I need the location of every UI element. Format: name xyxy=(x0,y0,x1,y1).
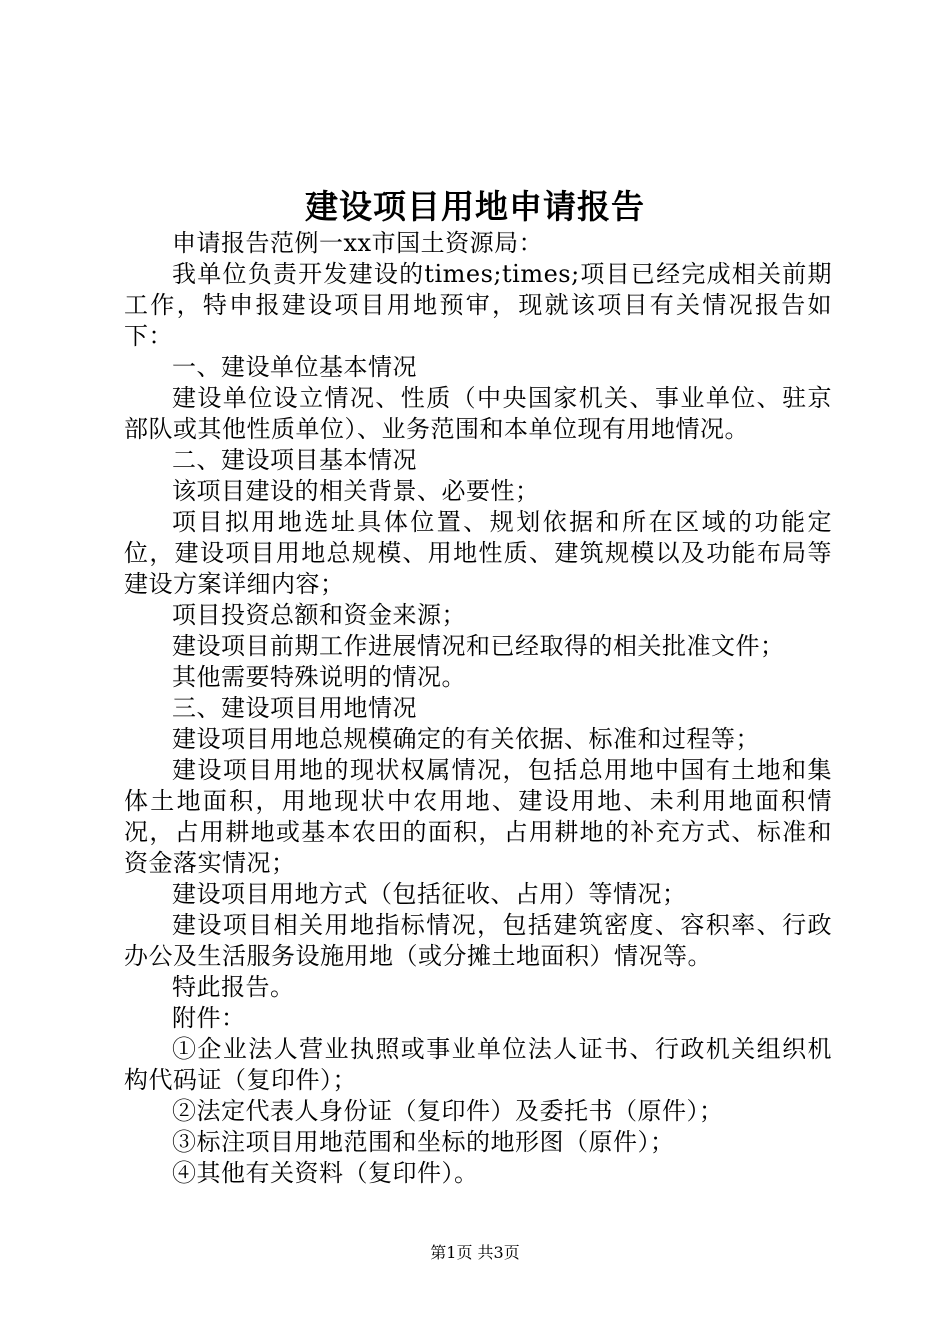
paragraph: 建设项目用地总规模确定的有关依据、标准和过程等； xyxy=(172,725,760,753)
page-number-footer: 第1页 共3页 xyxy=(430,1243,520,1262)
section-heading: 一、建设单位基本情况 xyxy=(172,353,417,381)
paragraph: 建设项目相关用地指标情况，包括建筑密度、容积率、行政办公及生活服务设施用地（或分摊土地面积）情况等。 xyxy=(124,911,832,970)
document-title: 建设项目用地申请报告 xyxy=(305,187,645,226)
paragraph: 建设单位设立情况、性质（中央国家机关、事业单位、驻京部队或其他性质单位）、业务范围和本单位现有用地情况。 xyxy=(124,384,832,443)
attachment-item: ④其他有关资料（复印件）。 xyxy=(172,1159,479,1187)
attachment-item: ②法定代表人身份证（复印件）及委托书（原件）； xyxy=(172,1097,724,1125)
paragraph: 建设项目用地方式（包括征收、占用）等情况； xyxy=(172,880,687,908)
paragraph: 该项目建设的相关背景、必要性； xyxy=(172,477,540,505)
section-heading: 二、建设项目基本情况 xyxy=(172,446,417,474)
paragraph: 特此报告。 xyxy=(172,973,295,1001)
paragraph: 申请报告范例一xx市国土资源局： xyxy=(172,229,544,257)
attachment-heading: 附件： xyxy=(172,1004,246,1032)
paragraph: 建设项目用地的现状权属情况，包括总用地中国有土地和集体土地面积，用地现状中农用地、建设用地、未利用地面积情况，占用耕地或基本农田的面积，占用耕地的补充方式、标准和资金落实情况； xyxy=(124,756,832,877)
document-body xyxy=(124,228,832,1189)
attachment-item: ①企业法人营业执照或事业单位法人证书、行政机关组织机构代码证（复印件）； xyxy=(124,1035,832,1094)
paragraph: 建设项目前期工作进展情况和已经取得的相关批准文件； xyxy=(172,632,785,660)
paragraph: 项目投资总额和资金来源； xyxy=(172,601,466,629)
attachment-item: ③标注项目用地范围和坐标的地形图（原件）； xyxy=(172,1128,675,1156)
paragraph: 我单位负责开发建设的times;times;项目已经完成相关前期工作，特申报建设项目用地预审，现就该项目有关情况报告如下： xyxy=(124,260,832,350)
paragraph: 项目拟用地选址具体位置、规划依据和所在区域的功能定位，建设项目用地总规模、用地性质、建筑规模以及功能布局等建设方案详细内容； xyxy=(124,508,832,598)
paragraph: 其他需要特殊说明的情况。 xyxy=(172,663,466,691)
section-heading: 三、建设项目用地情况 xyxy=(172,694,417,722)
